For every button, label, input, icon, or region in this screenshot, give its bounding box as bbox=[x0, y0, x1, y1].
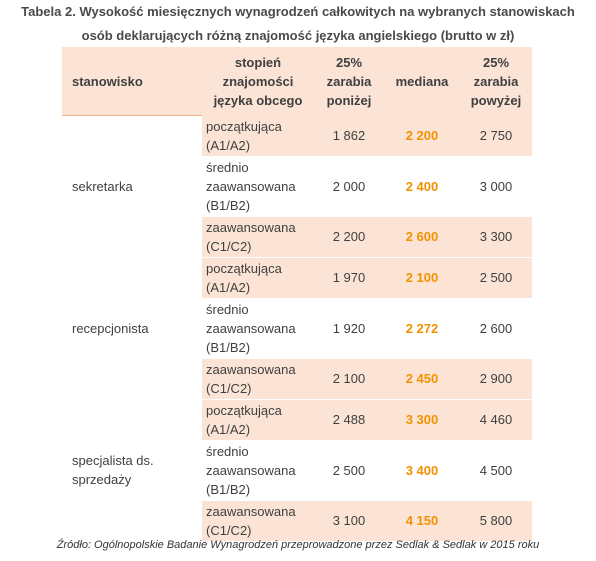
table-row bbox=[62, 116, 532, 157]
high-quartile-cell: 4 460 bbox=[460, 399, 532, 440]
level-cell: początkująca (A1/A2) bbox=[202, 116, 314, 157]
level-cell: średnio zaawansowana (B1/B2) bbox=[202, 298, 314, 358]
level-cell: średnio zaawansowana (B1/B2) bbox=[202, 440, 314, 500]
high-quartile-cell: 3 000 bbox=[460, 156, 532, 216]
low-quartile-cell: 1 920 bbox=[314, 298, 384, 358]
high-quartile-cell: 5 800 bbox=[460, 500, 532, 541]
median-cell: 3 300 bbox=[384, 399, 460, 440]
low-quartile-cell: 2 000 bbox=[314, 156, 384, 216]
low-quartile-cell: 2 500 bbox=[314, 440, 384, 500]
header-row bbox=[62, 47, 532, 116]
header-25-above: 25% zarabia powyżej bbox=[460, 47, 532, 116]
high-quartile-cell: 2 600 bbox=[460, 298, 532, 358]
header-mediana: mediana bbox=[384, 47, 460, 116]
header-stopien: stopień znajomości języka obcego bbox=[202, 47, 314, 116]
title-line-1: Tabela 2. Wysokość miesięcznych wynagrodzeń całkowitych na wybranych stanowiskach bbox=[21, 4, 575, 19]
low-quartile-cell: 2 488 bbox=[314, 399, 384, 440]
median-cell: 2 200 bbox=[384, 116, 460, 157]
low-quartile-cell: 2 100 bbox=[314, 358, 384, 399]
header-stanowisko: stanowisko bbox=[62, 47, 202, 116]
high-quartile-cell: 4 500 bbox=[460, 440, 532, 500]
level-cell: średnio zaawansowana (B1/B2) bbox=[202, 156, 314, 216]
low-quartile-cell: 1 862 bbox=[314, 116, 384, 157]
high-quartile-cell: 2 500 bbox=[460, 257, 532, 298]
position-cell: recepcjonista bbox=[62, 257, 202, 399]
high-quartile-cell: 3 300 bbox=[460, 216, 532, 257]
median-cell: 4 150 bbox=[384, 500, 460, 541]
median-cell: 2 100 bbox=[384, 257, 460, 298]
position-cell: specjalista ds. sprzedaży bbox=[62, 399, 202, 541]
median-cell: 2 450 bbox=[384, 358, 460, 399]
high-quartile-cell: 2 750 bbox=[460, 116, 532, 157]
median-cell: 2 272 bbox=[384, 298, 460, 358]
level-cell: zaawansowana (C1/C2) bbox=[202, 358, 314, 399]
level-cell: zaawansowana (C1/C2) bbox=[202, 216, 314, 257]
level-cell: początkująca (A1/A2) bbox=[202, 399, 314, 440]
title-line-2: osób deklarujących różną znajomość języka angielskiego (brutto w zł) bbox=[81, 28, 515, 43]
low-quartile-cell: 2 200 bbox=[314, 216, 384, 257]
salary-table bbox=[62, 47, 532, 542]
position-cell: sekretarka bbox=[62, 116, 202, 258]
median-cell: 2 400 bbox=[384, 156, 460, 216]
table-row bbox=[62, 399, 532, 440]
table-row bbox=[62, 257, 532, 298]
header-25-below: 25% zarabia poniżej bbox=[314, 47, 384, 116]
median-cell: 3 400 bbox=[384, 440, 460, 500]
level-cell: początkująca (A1/A2) bbox=[202, 257, 314, 298]
table-title bbox=[0, 0, 596, 48]
high-quartile-cell: 2 900 bbox=[460, 358, 532, 399]
level-cell: zaawansowana (C1/C2) bbox=[202, 500, 314, 541]
low-quartile-cell: 3 100 bbox=[314, 500, 384, 541]
table-body bbox=[62, 116, 532, 542]
source-note: Źródło: Ogólnopolskie Badanie Wynagrodzeń przeprowadzone przez Sedlak & Sedlak w 2015 roku bbox=[56, 539, 540, 551]
low-quartile-cell: 1 970 bbox=[314, 257, 384, 298]
median-cell: 2 600 bbox=[384, 216, 460, 257]
